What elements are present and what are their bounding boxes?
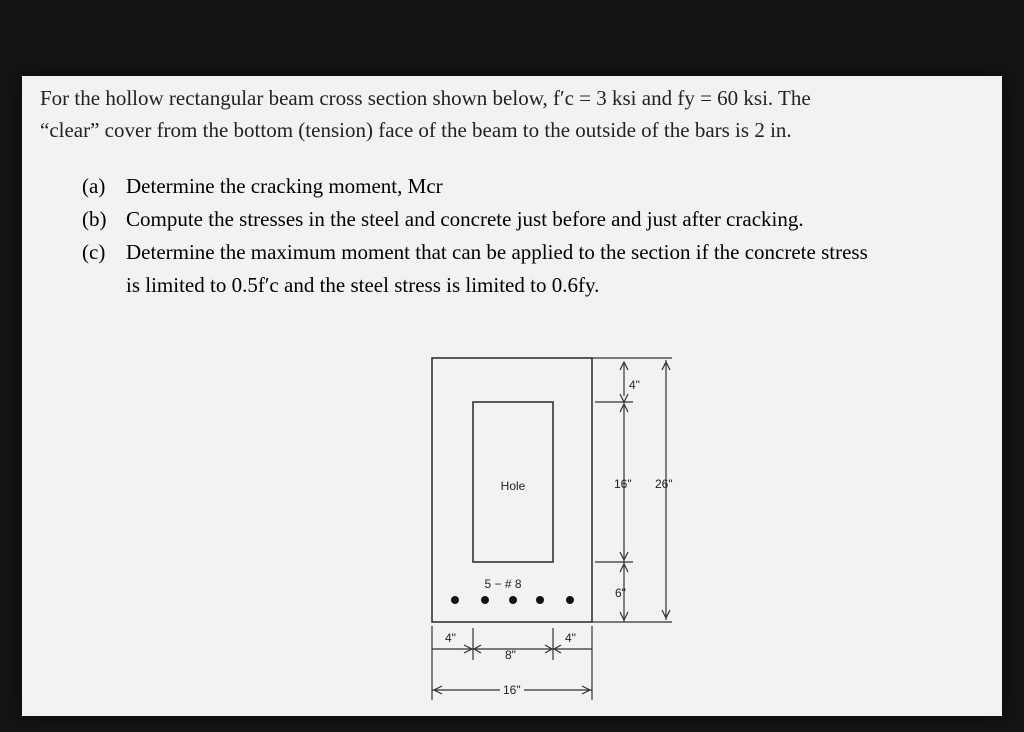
dim-hole-width: 8" [505,648,516,662]
part-b-label: (b) [82,207,107,231]
hole-label: Hole [500,479,526,493]
dim-left-wall: 4" [445,631,456,645]
rebar-label: 5 − # 8 [484,577,522,591]
dim-total-height: 26" [655,477,673,491]
dim-top-flange: 4" [629,378,640,392]
part-c-text: Determine the maximum moment that can be applied to the section if the concrete stress [126,240,868,264]
part-b-text: Compute the stresses in the steel and concrete just before and just after cracking. [126,207,804,231]
rebar-bar [481,596,489,604]
rebar-bar [509,596,517,604]
part-a-label: (a) [82,174,106,198]
dim-hole-height: 16" [614,477,632,491]
rebar-bar [536,596,544,604]
dim-right-wall: 4" [565,631,576,645]
intro-line-1: For the hollow rectangular beam cross section shown below, f′c = 3 ksi and fy = 60 ksi. The [40,86,811,110]
rebar-bar [566,596,574,604]
part-c-continued: is limited to 0.5f′c and the steel stress is limited to 0.6fy. [126,273,600,297]
dim-bottom-flange: 6" [615,586,626,600]
intro-line-2: “clear” cover from the bottom (tension) face of the beam to the outside of the bars is 2 in. [40,118,792,142]
rebar-bar [451,596,459,604]
dim-total-width: 16" [503,683,521,697]
part-c-label: (c) [82,240,106,264]
part-a-text: Determine the cracking moment, Mcr [126,174,443,198]
